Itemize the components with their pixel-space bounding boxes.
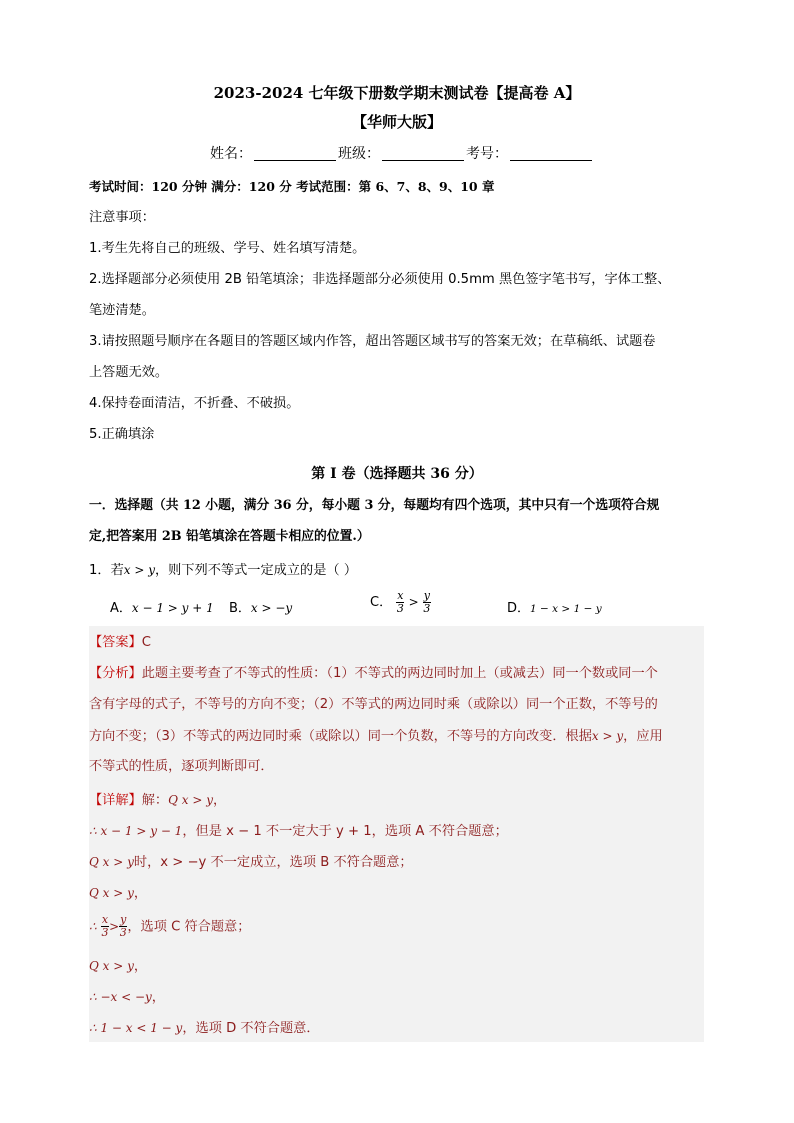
- fraction: $\frac{y}{3}$: [423, 589, 431, 615]
- fraction: $\frac{x}{3}$: [396, 589, 404, 615]
- question-1-stem: 1．若x > y，则下列不等式一定成立的是（ ）: [89, 563, 358, 578]
- note-item: 笔迹清楚。: [89, 303, 155, 318]
- note-item: 3.请按照题号顺序在各题目的答题区域内作答，超出答题区域书写的答案无效；在草稿纸、试题卷: [89, 334, 656, 349]
- note-item: 上答题无效。: [89, 365, 169, 380]
- analysis-line: 【分析】此题主要考查了不等式的性质：（1）不等式的两边同时加上（或减去）同一个数或同一个: [89, 666, 658, 681]
- note-item: 2.选择题部分必须使用 2B 铅笔填涂；非选择题部分必须使用 0.5mm 黑色签字笔书写，字体工整、: [89, 272, 671, 287]
- note-item: 5.正确填涂: [89, 427, 155, 442]
- section-intro-line1: 一．选择题（共 12 小题，满分 36 分，每小题 3 分，每题均有四个选项，其中只有一个选项符合规: [89, 498, 660, 513]
- note-item: 4.保持卷面清洁，不折叠、不破损。: [89, 396, 300, 411]
- fraction: $\frac{x}{3}$: [101, 913, 109, 939]
- student-info-row: [210, 145, 594, 163]
- fraction: $\frac{y}{3}$: [119, 913, 127, 939]
- number-blank[interactable]: [510, 146, 592, 161]
- detail-line: ∴ 1 − x < 1 − y，选项 D 不符合题意．: [89, 1021, 320, 1036]
- class-blank[interactable]: [382, 146, 464, 161]
- edition-label: 【华师大版】: [351, 113, 442, 131]
- answer-line: [89, 634, 151, 652]
- section-intro-line2: 定,把答案用 2B 铅笔填涂在答题卡相应的位置.）: [89, 529, 370, 544]
- note-item: 1.考生先将自己的班级、学号、姓名填写清楚。: [89, 241, 366, 256]
- option-a[interactable]: A．x − 1 > y + 1: [110, 601, 214, 616]
- detail-line: ∴ x − 1 > y − 1，但是 x − 1 不一定大于 y + 1，选项 A 不符合题意；: [89, 824, 508, 839]
- option-b[interactable]: B．x > −y: [229, 601, 293, 616]
- analysis-line: 含有字母的式子，不等号的方向不变；（2）不等式的两边同时乘（或除以）同一个正数，不等号的: [89, 697, 658, 712]
- answer-tag: 【答案】: [89, 635, 142, 650]
- analysis-line: 方向不变；（3）不等式的两边同时乘（或除以）同一个负数，不等号的方向改变．根据x > y，应用: [89, 729, 663, 744]
- answer-value: C: [141, 635, 151, 650]
- detail-line: Q x > y，: [89, 886, 148, 901]
- detail-tag: 【详解】: [89, 793, 142, 808]
- analysis-tag: 【分析】: [89, 666, 142, 681]
- exam-info: 考试时间：120 分钟 满分：120 分 考试范围：第 6、7、8、9、10 章: [89, 179, 495, 194]
- class-label: 班级：: [338, 146, 380, 162]
- name-blank[interactable]: [254, 146, 336, 161]
- name-label: 姓名：: [210, 146, 252, 162]
- option-c[interactable]: C． $\frac{x}{3}$ > $\frac{y}{3}$: [370, 589, 431, 615]
- analysis-line: 不等式的性质，逐项判断即可．: [89, 759, 274, 774]
- section-title: 第 I 卷（选择题共 36 分）: [311, 466, 483, 482]
- detail-line: ∴ $\frac{x}{3}$ > $\frac{y}{3}$ ，选项 C 符合题意；: [89, 913, 251, 939]
- detail-line: Q x > y，: [89, 959, 148, 974]
- option-d[interactable]: D．1 − x > 1 − y: [507, 601, 602, 616]
- notes-heading: 注意事项：: [89, 210, 155, 225]
- question-1-condition: x > y: [123, 563, 155, 577]
- exam-title: 2023-2024 七年级下册数学期末测试卷【提高卷 A】: [213, 84, 581, 102]
- detail-line: Q x > y时，x > −y 不一定成立，选项 B 不符合题意；: [89, 855, 413, 870]
- detail-line: 【详解】解：Q x > y，: [89, 793, 227, 808]
- number-label: 考号：: [466, 146, 508, 162]
- detail-line: ∴ −x < −y，: [89, 990, 165, 1005]
